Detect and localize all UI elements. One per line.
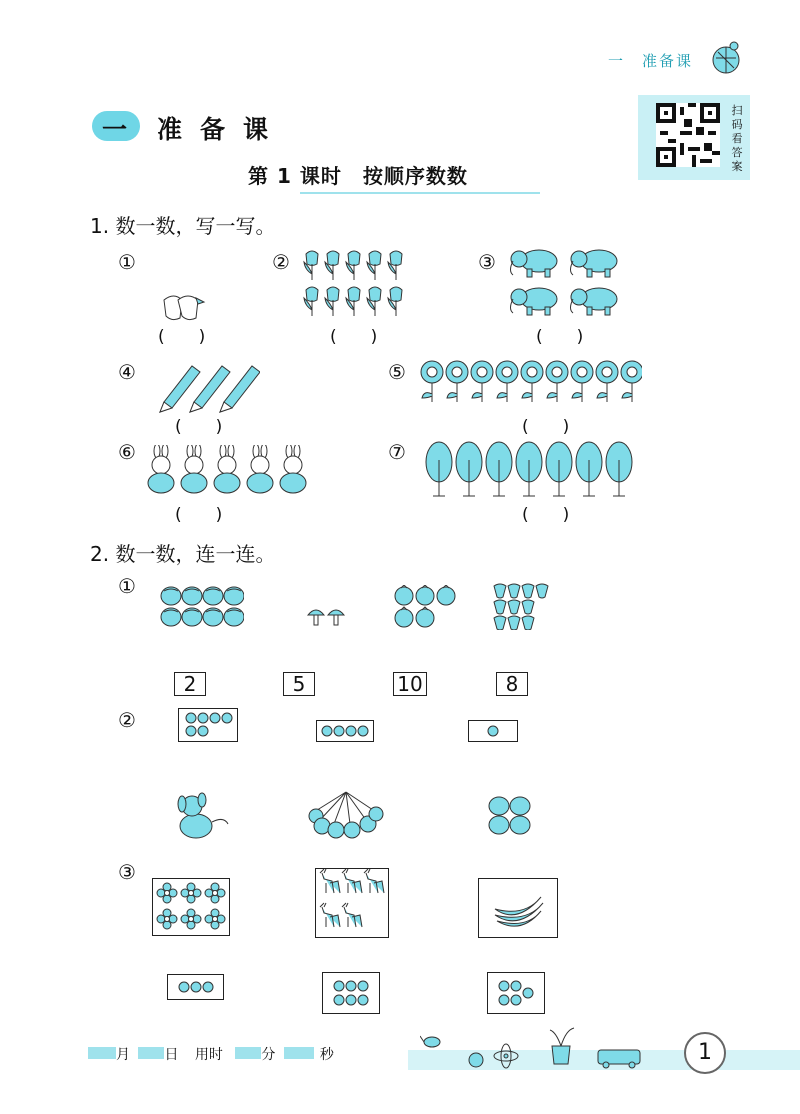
deer-picture-box <box>315 868 389 938</box>
rabbit-group <box>145 445 313 497</box>
q2-part2-marker: ② <box>118 708 136 732</box>
dot-box-4[interactable] <box>316 720 374 742</box>
strawberry-group <box>160 292 206 322</box>
unit-title: 准备课 <box>157 115 287 144</box>
tomato-group <box>394 585 456 629</box>
qr-side-text: 扫 码 看 答 案 <box>731 104 743 173</box>
dog-icon <box>176 792 232 844</box>
month-label: 月 <box>116 1047 130 1063</box>
strawberry-group <box>492 582 554 630</box>
pencil-group <box>158 362 260 414</box>
runner-icon <box>706 38 746 78</box>
cherry-bunch <box>306 790 384 840</box>
q1-marker-6: ⑥ <box>118 440 136 464</box>
q1-marker-4: ④ <box>118 360 136 384</box>
q1-blank-3[interactable]: ( ) <box>536 327 584 347</box>
elephant-group <box>505 245 625 320</box>
unit-number: 一 <box>102 115 146 144</box>
q1-marker-7: ⑦ <box>388 440 406 464</box>
number-box-1[interactable]: 2 <box>174 672 206 696</box>
q1-marker-3: ③ <box>478 250 496 274</box>
dot-box-5[interactable] <box>487 972 545 1014</box>
q2-part1-marker: ① <box>118 574 136 598</box>
q2-part3-marker: ③ <box>118 860 136 884</box>
mushroom-group <box>306 605 348 627</box>
seconds-label: 秒 <box>319 1047 334 1063</box>
question-1-prompt: 1. 数一数，写一写。 <box>90 214 276 238</box>
q1-marker-2: ② <box>272 250 290 274</box>
tree-group <box>425 440 643 498</box>
q1-blank-6[interactable]: ( ) <box>175 505 223 525</box>
tulip-group <box>302 248 412 318</box>
number-box-3[interactable]: 10 <box>393 672 427 696</box>
q1-blank-1[interactable]: ( ) <box>158 327 206 347</box>
footer-decoration-icon <box>420 1020 680 1070</box>
peach-group <box>488 796 532 836</box>
banana-picture-box <box>478 878 558 938</box>
footer-record <box>88 1044 334 1064</box>
day-label: 日 <box>164 1047 179 1063</box>
dot-box-3[interactable] <box>167 974 224 1000</box>
minutes-label: 分 <box>261 1047 276 1063</box>
number-box-4[interactable]: 8 <box>496 672 528 696</box>
q1-marker-1: ① <box>118 250 136 274</box>
number-box-2[interactable]: 5 <box>283 672 315 696</box>
dot-box-6b[interactable] <box>322 972 380 1014</box>
flower-picture-box <box>152 878 230 936</box>
dot-box-1[interactable] <box>468 720 518 742</box>
q1-blank-2[interactable]: ( ) <box>330 327 378 347</box>
page-number: 1 <box>684 1032 726 1074</box>
lesson-underline <box>300 192 540 194</box>
question-2-prompt: 2. 数一数，连一连。 <box>90 542 276 566</box>
dot-box-6[interactable] <box>178 708 238 742</box>
running-header: 一 准备课 <box>608 52 694 70</box>
peach-group <box>160 585 244 629</box>
sunflower-group <box>420 360 642 406</box>
time-used-label: 用时 <box>194 1047 223 1063</box>
qr-code-icon[interactable] <box>656 103 720 167</box>
q1-blank-4[interactable]: ( ) <box>175 417 223 437</box>
q1-blank-7[interactable]: ( ) <box>522 505 570 525</box>
q1-marker-5: ⑤ <box>388 360 406 384</box>
lesson-title: 第 1 课时 按顺序数数 <box>248 164 468 188</box>
q1-blank-5[interactable]: ( ) <box>522 417 570 437</box>
